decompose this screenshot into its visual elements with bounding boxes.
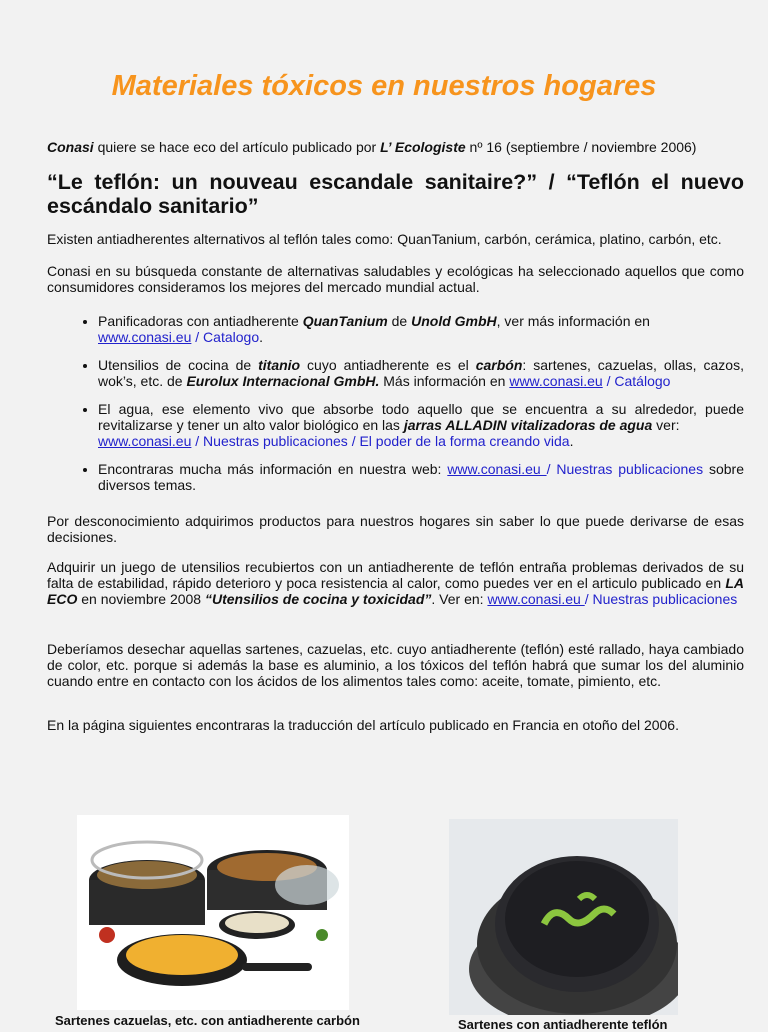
page-title: Materiales tóxicos en nuestros hogares [111,70,657,102]
brand-name: Conasi [47,139,94,155]
paragraph: Adquirir un juego de utensilios recubiertos con un antiadherente de teflón entraña problemas derivados de su falta de estabilidad, rápido deterioro y poca resistencia al calor, como puedes ver en el articulo publicado en LA ECO en noviembre 2008 “Utensilios de cocina y toxicidad”. Ver en: www.conasi.eu / Nuestras publicaciones [47,559,744,607]
conasi-link[interactable]: www.conasi.eu [447,461,547,477]
conasi-link[interactable]: www.conasi.eu [98,433,192,449]
magazine-name: L’ Ecologiste [380,139,466,155]
paragraph-text: Por desconocimiento adquirimos productos para nuestros hogares sin saber lo que puede derivarse de esas decisiones. [47,513,744,545]
image-caption: Sartenes con antiadherente teflón [458,1017,668,1032]
list-item: • Panificadoras con antiadherente QuanTanium de Unold GmbH, ver más información en www.conasi.eu / Catalogo. [98,313,744,345]
bullet-list [47,313,744,505]
paragraph-text: Existen antiadherentes alternativos al teflón tales como: QuanTanium, carbón, cerámica, platino, carbón, etc. [47,231,722,247]
publications-link[interactable]: / Nuestras publicaciones [584,591,738,607]
paragraph-text: En la página siguientes encontraras la traducción del artículo publicado en Francia en otoño del 2006. [47,717,679,733]
catalog-link[interactable]: / Catálogo [602,373,671,389]
publications-link[interactable]: / Nuestras publicaciones [546,461,704,477]
paragraph [47,263,744,295]
image-caption: Sartenes cazuelas, etc. con antiadherente carbón [55,1013,360,1028]
conasi-link[interactable]: www.conasi.eu [487,591,585,607]
paragraph-text: Conasi en su búsqueda constante de alternativas saludables y ecológicas ha seleccionado aquellos que como consumidores consideramos los mejores del mercado mundial actual. [47,263,744,295]
intro-line [47,139,744,155]
article-heading-block [47,170,744,218]
article-heading: “Le teflón: un nouveau escandale sanitaire?” / “Teflón el nuevo escándalo sanitario” [47,170,744,218]
conasi-link[interactable]: www.conasi.eu [98,329,192,345]
paragraph [47,717,744,733]
catalog-link[interactable]: / Catalogo [191,329,260,345]
intro-text: quiere se hace eco del artículo publicado por [93,139,381,155]
teflon-pans-image [449,819,678,1015]
list-item: • Utensilios de cocina de titanio cuyo antiadherente es el carbón: sartenes, cazuelas, ollas, cazos, wok’s, etc. de Eurolux Internacional GmbH. Más información en www.conasi.eu / Catálogo [98,357,744,389]
paragraph [47,513,744,545]
list-item: • El agua, ese elemento vivo que absorbe todo aquello que se encuentra a su alrededor, puede revitalizarse y tener un alto valor biológico en las jarras ALLADIN vitalizadoras de agua ver: www.conasi.eu / Nuestras publicaciones / El poder de la forma creando vida. [98,401,744,449]
carbon-cookware-image [77,815,349,1010]
conasi-link[interactable]: www.conasi.eu [509,373,603,389]
intro-text: nº 16 (septiembre / noviembre 2006) [465,139,697,155]
list-item: • Encontraras mucha más información en nuestra web: www.conasi.eu / Nuestras publicaciones sobre diversos temas. [98,461,744,493]
publications-link[interactable]: / Nuestras publicaciones / El poder de la forma creando vida [191,433,570,449]
paragraph-text: Deberíamos desechar aquellas sartenes, cazuelas, etc. cuyo antiadherente (teflón) esté rallado, haya cambiado de color, etc. porque si además la base es aluminio, a los tóxicos del teflón habrá que sumar los del aluminio cuando entre en contacto con los ácidos de los alimentos tales como: aceite, tomate, pimiento, etc. [47,641,744,689]
paragraph [47,641,744,689]
paragraph [47,231,744,247]
